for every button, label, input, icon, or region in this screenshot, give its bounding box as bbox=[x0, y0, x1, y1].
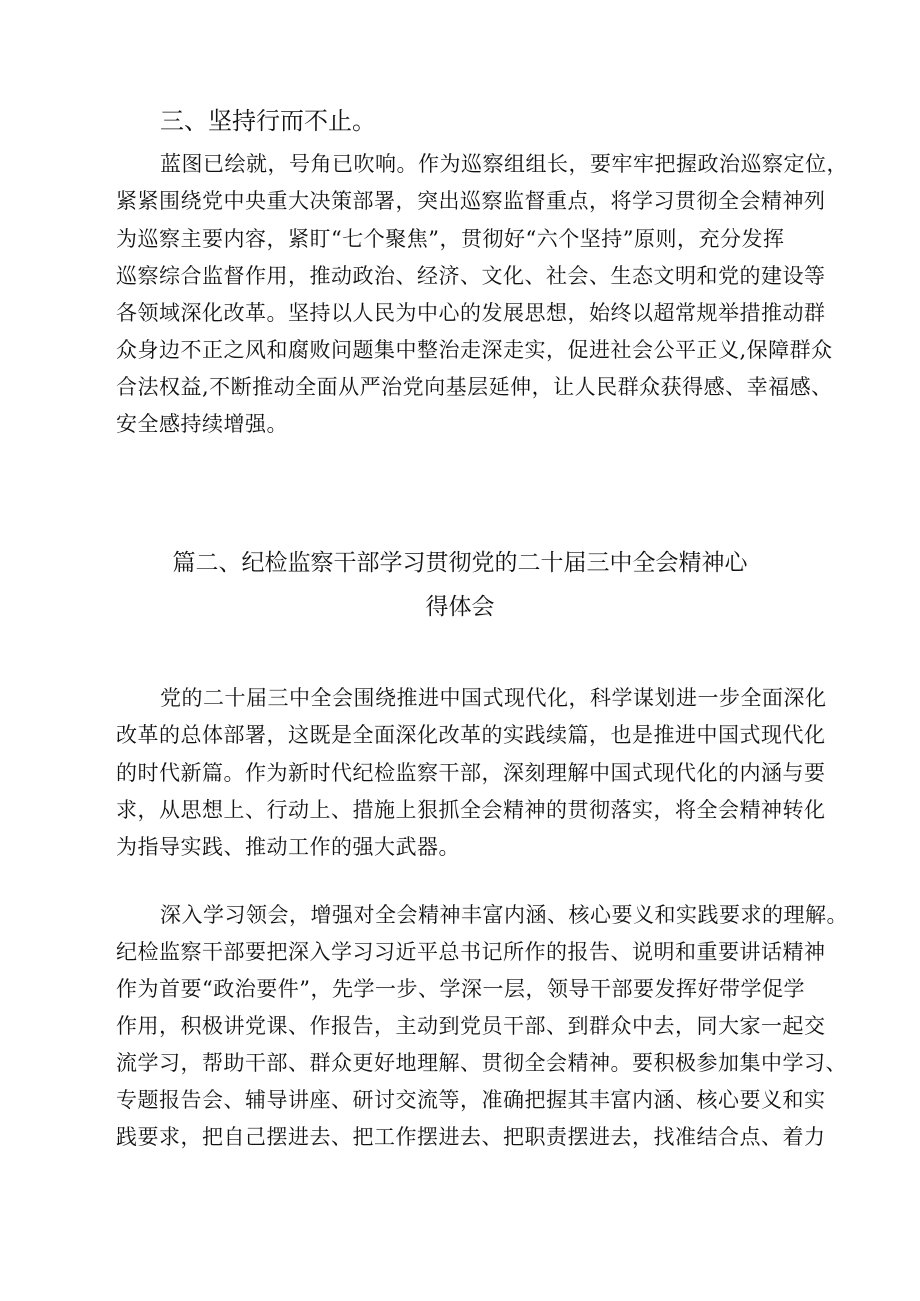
paragraph-line: 作用，积极讲党课、作报告，主动到党员干部、到群众中去，同大家一起交 bbox=[116, 1014, 826, 1038]
paragraph-line: 为巡察主要内容，紧盯“七个聚焦”，贯彻好“六个坚持”原则，充分发挥 bbox=[116, 227, 785, 251]
paragraph-line: 专题报告会、辅导讲座、研讨交流等，准确把握其丰富内涵、核心要义和实 bbox=[116, 1088, 826, 1112]
paragraph-line: 践要求，把自己摆进去、把工作摆进去、把职责摆进去，找准结合点、着力 bbox=[116, 1125, 826, 1149]
paragraph-line: 流学习，帮助干部、群众更好地理解、贯彻全会精神。要积极参加集中学习、 bbox=[116, 1051, 847, 1075]
paragraph-line: 纪检监察干部要把深入学习习近平总书记所作的报告、说明和重要讲话精神 bbox=[116, 940, 826, 964]
paragraph-line: 蓝图已绘就，号角已吹响。作为巡察组组长，要牢牢把握政治巡察定位， bbox=[160, 152, 848, 176]
paragraph-line: 求，从思想上、行动上、措施上狠抓全会精神的贯彻落实，将全会精神转化 bbox=[116, 798, 826, 822]
paragraph-line: 众身边不正之风和腐败问题集中整治走深走实，促进社会公平正义,保障群众 bbox=[116, 338, 833, 362]
paragraph-line: 改革的总体部署，这既是全面深化改革的实践续篇，也是推进中国式现代化 bbox=[116, 723, 826, 747]
article-title-line-1: 篇二、纪检监察干部学习贯彻党的二十届三中全会精神心 bbox=[172, 550, 748, 576]
paragraph-line: 的时代新篇。作为新时代纪检监察干部，深刻理解中国式现代化的内涵与要 bbox=[116, 761, 826, 785]
paragraph-line: 为指导实践、推动工作的强大武器。 bbox=[116, 835, 460, 859]
paragraph-line: 紧紧围绕党中央重大决策部署，突出巡察监督重点，将学习贯彻全会精神列 bbox=[116, 189, 826, 213]
paragraph-line: 深入学习领会，增强对全会精神丰富内涵、核心要义和实践要求的理解。 bbox=[160, 903, 848, 927]
paragraph-line: 党的二十届三中全会围绕推进中国式现代化，科学谋划进一步全面深化 bbox=[160, 686, 827, 710]
paragraph-line: 作为首要“政治要件”，先学一步、学深一层，领导干部要发挥好带学促学 bbox=[116, 977, 805, 1001]
section-heading: 三、坚持行而不止。 bbox=[160, 107, 376, 135]
article-title-line-2: 得体会 bbox=[425, 594, 495, 620]
paragraph-line: 巡察综合监督作用，推动政治、经济、文化、社会、生态文明和党的建设等 bbox=[116, 264, 826, 288]
paragraph-line: 安全感持续增强。 bbox=[116, 412, 288, 436]
paragraph-line: 各领域深化改革。坚持以人民为中心的发展思想，始终以超常规举措推动群 bbox=[116, 301, 826, 325]
paragraph-line: 合法权益,不断推动全面从严治党向基层延伸，让人民群众获得感、幸福感、 bbox=[116, 375, 833, 399]
